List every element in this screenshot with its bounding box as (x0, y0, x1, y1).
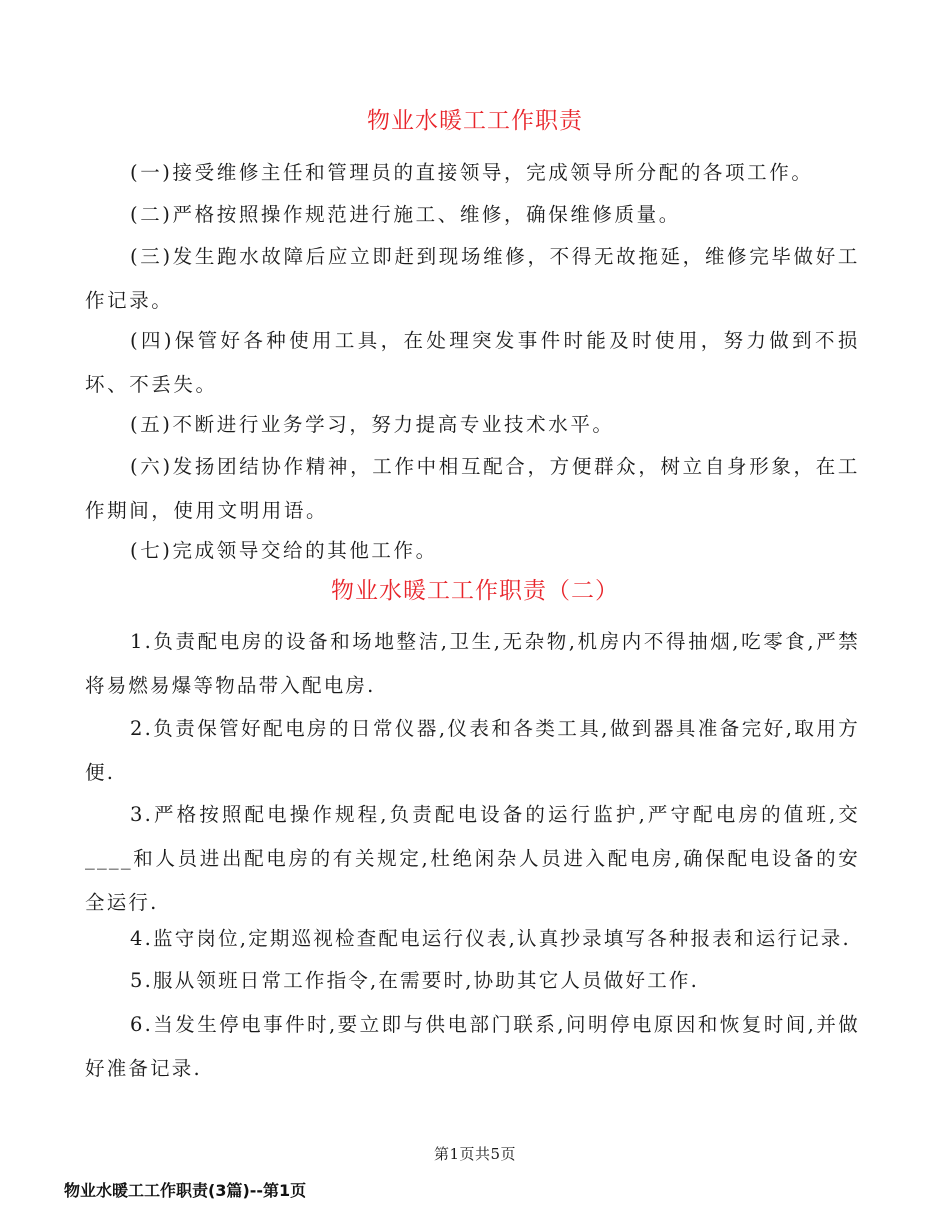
section1-paragraph-2: (二)严格按照操作规范进行施工、维修，确保维修质量。 (130, 203, 681, 226)
section2-paragraph-1: 1.负责配电房的设备和场地整洁,卫生,无杂物,机房内不得抽烟,吃零食,严禁将易燃易爆等物品带入配电房. (85, 630, 860, 697)
document-footer-label: 物业水暖工工作职责(3篇)--第1页 (64, 1181, 307, 1200)
section2-paragraph-6: 6.当发生停电事件时,要立即与供电部门联系,问明停电原因和恢复时间,并做好准备记录. (85, 1013, 860, 1080)
section1-paragraph-1: (一)接受维修主任和管理员的直接领导，完成领导所分配的各项工作。 (130, 161, 814, 184)
section1-paragraph-4: (四)保管好各种使用工具，在处理突发事件时能及时使用，努力做到不损坏、不丢失。 (85, 329, 860, 396)
page-number-indicator: 第1页共5页 (433, 1145, 517, 1163)
section1-paragraph-7: (七)完成领导交给的其他工作。 (130, 539, 438, 562)
section1-paragraph-6: (六)发扬团结协作精神，工作中相互配合，方便群众，树立自身形象，在工作期间，使用文明用语。 (85, 455, 860, 522)
section2-paragraph-4: 4.监守岗位,定期巡视检查配电运行仪表,认真抄录填写各种报表和运行记录. (130, 927, 851, 950)
section1-paragraph-5: (五)不断进行业务学习，努力提高专业技术水平。 (130, 413, 615, 436)
section1-title: 物业水暖工工作职责 (367, 108, 583, 134)
section2-title: 物业水暖工工作职责（二） (331, 578, 619, 604)
section2-paragraph-5: 5.服从领班日常工作指令,在需要时,协助其它人员做好工作. (130, 969, 700, 992)
section2-paragraph-2: 2.负责保管好配电房的日常仪器,仪表和各类工具,做到器具准备完好,取用方便. (85, 717, 860, 784)
section2-paragraph-3: 3.严格按照配电操作规程,负责配电设备的运行监护,严守配电房的值班,交____和人员进出配电房的有关规定,杜绝闲杂人员进入配电房,确保配电设备的安全运行. (85, 803, 860, 914)
section1-paragraph-3: (三)发生跑水故障后应立即赶到现场维修，不得无故拖延，维修完毕做好工作记录。 (85, 245, 860, 312)
